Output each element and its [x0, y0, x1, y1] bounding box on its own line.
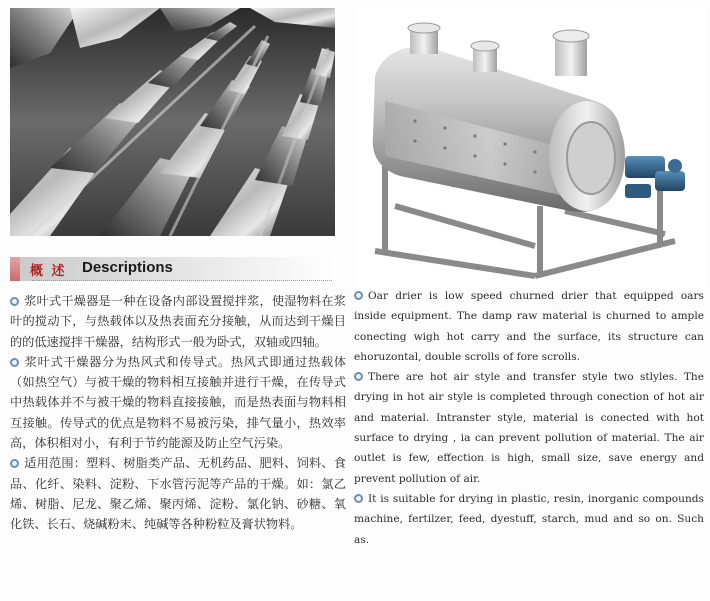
header-title-en: Descriptions — [82, 259, 173, 276]
circle-bullet-icon — [354, 291, 363, 300]
circle-bullet-icon — [354, 372, 363, 381]
cn-paragraph-text: 浆叶式干燥器是一种在设备内部设置搅拌浆，使湿物料在浆叶的搅动下，与热载体以及热表面充分接触，从而达到干燥目的的低速搅拌干燥器，结构形式一般为卧式，双轴或四轴。 — [10, 294, 346, 349]
en-paragraph — [354, 489, 704, 550]
paddle-dryer-machine-photo — [355, 6, 705, 288]
en-paragraph-text: There are hot air style and transfer style two stlyles. The drying in hot air style is completed through conection of hot air and material. Intranster style, material is conected with hot surface to drying , ia can prevent pollution of material. The air outlet is few, effection is high, small size, save energy and prevent pollution of air. — [354, 371, 704, 485]
cn-paragraph — [10, 453, 346, 534]
paddle-shaft-photo — [10, 8, 335, 236]
chinese-description — [10, 291, 346, 535]
cn-paragraph — [10, 352, 346, 453]
cn-paragraph-text: 浆叶式干燥器分为热风式和传导式。热风式即通过热载体（如热空气）与被干燥的物料相互接触并进行干燥，在传导式中热载体并不与被干燥的物料直接接触，而是热表面与物料相互接触。传导式的优点是物料不易被污染，排气量小，热效率高，体积相对小，有利于节约能源及防止空气污染。 — [10, 354, 346, 451]
en-paragraph-text: It is suitable for drying in plastic, resin, inorganic compounds machine, fertilzer, feed, dyestuff, starch, mud and so on. Such as. — [354, 492, 704, 546]
circle-bullet-icon — [10, 459, 19, 468]
header-accent — [10, 257, 20, 281]
circle-bullet-icon — [10, 358, 19, 367]
circle-bullet-icon — [354, 494, 363, 503]
en-paragraph — [354, 286, 704, 367]
english-description — [354, 286, 704, 550]
section-header — [10, 255, 336, 281]
en-paragraph-text: Oar drier is low speed churned drier that equipped oars inside equipment. The damp raw material is churned to ample conecting wigh hot carry and the surface, its structure can ehoruzontal, double scrolls of fore scrolls. — [354, 290, 704, 363]
header-divider — [32, 277, 332, 281]
cn-paragraph-text: 适用范围：塑料、树脂类产品、无机药品、肥料、饲料、食品、化纤、染料、淀粉、下水管污泥等产品的干燥。如：氯乙烯、树脂、尼龙、聚乙烯、聚丙烯、淀粉、氯化钠、砂糖、氧化铁、长石、烧碱粉末、纯碱等各种粉粒及膏状物料。 — [10, 456, 346, 532]
cn-paragraph — [10, 291, 346, 352]
header-title-cn: 概 述 — [30, 264, 67, 279]
circle-bullet-icon — [10, 297, 19, 306]
en-paragraph — [354, 367, 704, 489]
